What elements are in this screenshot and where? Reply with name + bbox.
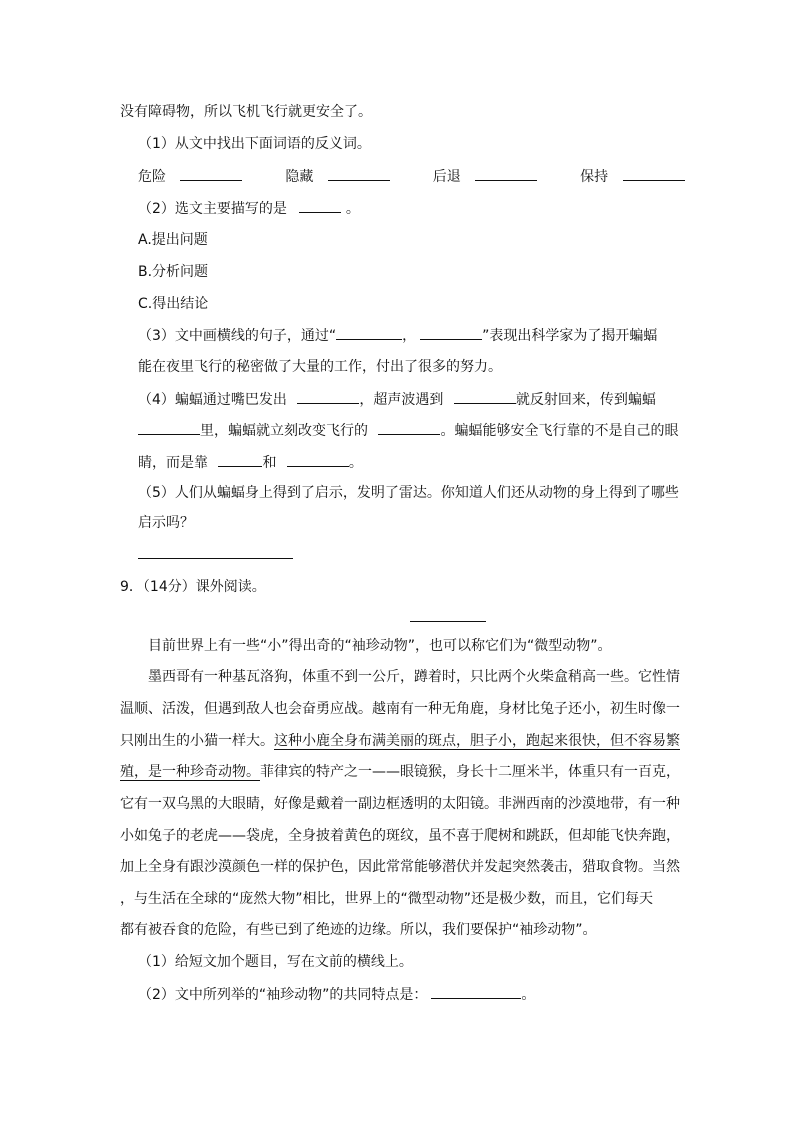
q8-sub5-answer-line[interactable] [138,558,293,559]
q9-sub2-blank[interactable] [431,984,521,999]
antonym-word-1: 危险 [138,169,166,185]
q8-sub3-comma: ， [402,328,417,344]
q8-sub3-text-a: （3）文中画横线的句子，通过“ [138,328,337,344]
q8-sub3-blank-1[interactable] [336,325,402,340]
q9-p2-line1: 墨西哥有一种基瓦洛狗，体重不到一公斤，蹲着时，只比两个火柴盒稍高一些。它性情 [148,669,680,685]
antonym-word-3: 后退 [432,169,461,185]
antonym-word-2: 隐藏 [285,169,314,185]
q8-sub4-text-b: ，超声波遇到 [359,392,444,408]
q8-sub3-line2: 能在夜里飞行的秘密做了大量的工作，付出了很多的努力。 [138,359,502,375]
q8-sub4-line2 [138,420,678,441]
q8-sub5-line1: （5）人们从蝙蝠身上得到了启示，发明了雷达。你知道人们还从动物的身上得到了哪些 [138,485,679,501]
q8-sub4-text-d: 里，蝙蝠就立刻改变飞行的 [200,423,368,439]
q8-sub4-text-c: 就反射回来，传到蝙蝠 [515,392,656,408]
q9-p2-line9: 都有被吞食的危险，有些已到了绝迹的边缘。所以，我们要保护“袖珍动物”。 [120,922,597,938]
option-b[interactable]: B.分析问题 [138,264,209,280]
option-c[interactable]: C.得出结论 [138,296,209,312]
underlined-sentence-part1: 这种小鹿全身布满美丽的斑点，胆子小，跑起来很快，但不容易繁 [274,733,680,749]
title-blank-line[interactable] [410,621,486,622]
antonym-word-4: 保持 [580,169,609,185]
q8-sub4-text-f: 睛，而是靠 [138,455,208,471]
antonym-blank-2[interactable] [328,166,390,181]
underlined-sentence-part2: 殖，是一种珍奇动物。 [120,764,260,780]
q8-sub3-text-b: ”表现出科学家为了揭开蝙蝠 [482,328,658,344]
q8-sub4-text-e: 。蝙蝠能够安全飞行靠的不是自己的眼 [440,423,679,439]
q8-sub3-blank-2[interactable] [420,325,482,340]
antonym-blank-4[interactable] [623,166,685,181]
q8-sub2-text: （2）选文主要描写的是 [138,201,287,217]
antonym-blank-1[interactable] [180,166,242,181]
q8-sub4-blank-1[interactable] [297,389,359,404]
q9-header: 9．（14分）课外阅读。 [120,579,266,595]
q9-p2-line3-text: 只刚出生的小猫一样大。 [120,733,274,749]
q9-sub1: （1）给短文加个题目，写在文前的横线上。 [138,954,413,970]
antonym-blank-3[interactable] [475,166,537,181]
passage-continuation: 没有障碍物，所以飞机飞行就更安全了。 [120,104,372,120]
q9-sub2 [138,984,535,1005]
q8-sub5-line2: 启示吗？ [138,515,194,531]
q8-sub1-title: （1）从文中找出下面词语的反义词。 [138,136,371,152]
q8-sub2-end: 。 [345,201,360,217]
q8-sub4-blank-2[interactable] [454,389,516,404]
q8-sub4-line3 [138,452,363,473]
q8-sub4-blank-6[interactable] [287,452,349,467]
q9-sub2-end: 。 [521,987,536,1003]
q8-sub4-text-h: 。 [348,455,363,471]
q8-sub4-line1 [138,389,656,410]
q9-p2-line4 [120,762,680,782]
q8-sub4-blank-4[interactable] [378,420,440,435]
q9-p2-line8: ，与生活在全球的“庞然大物”相比，世界上的“微型动物”还是极少数，而且，它们每天 [120,891,654,907]
q9-p2-line2: 温顺、活泼，但遇到敌人也会奋勇应战。越南有一种无角鹿，身材比兔子还小，初生时像一 [120,701,680,717]
q8-sub2-blank[interactable] [299,198,341,213]
q8-sub4-text-a: （4）蝙蝠通过嘴巴发出 [138,392,287,408]
q9-p2-line3 [120,731,680,751]
q9-p2-line7: 加上全身有跟沙漠颜色一样的保护色，因此常常能够潜伏并发起突然袭击，猎取食物。当然 [120,859,680,875]
q9-sub2-text: （2）文中所列举的“袖珍动物”的共同特点是： [138,987,428,1003]
q9-p2-line4-text: 菲律宾的特产之一——眼镜猴，身长十二厘米半，体重只有一百克， [260,764,680,780]
q9-p2-line5: 它有一双乌黑的大眼睛，好像是戴着一副边框透明的太阳镜。非洲西南的沙漠地带，有一种 [120,796,680,812]
q9-p2-line6: 小如兔子的老虎——袋虎，全身披着黄色的斑纹，虽不喜于爬树和跳跃，但却能飞快奔跑， [120,828,680,844]
option-a[interactable]: A.提出问题 [138,232,208,248]
q8-sub4-text-g: 和 [262,455,277,471]
q8-sub4-blank-3[interactable] [138,420,200,435]
q8-sub3-line1 [138,325,657,346]
q8-sub4-blank-5[interactable] [218,452,262,467]
antonym-row [138,166,685,187]
q8-sub2 [138,198,360,219]
q9-paragraph-1: 目前世界上有一些“小”得出奇的“袖珍动物”，也可以称它们为“微型动物”。 [148,638,612,654]
